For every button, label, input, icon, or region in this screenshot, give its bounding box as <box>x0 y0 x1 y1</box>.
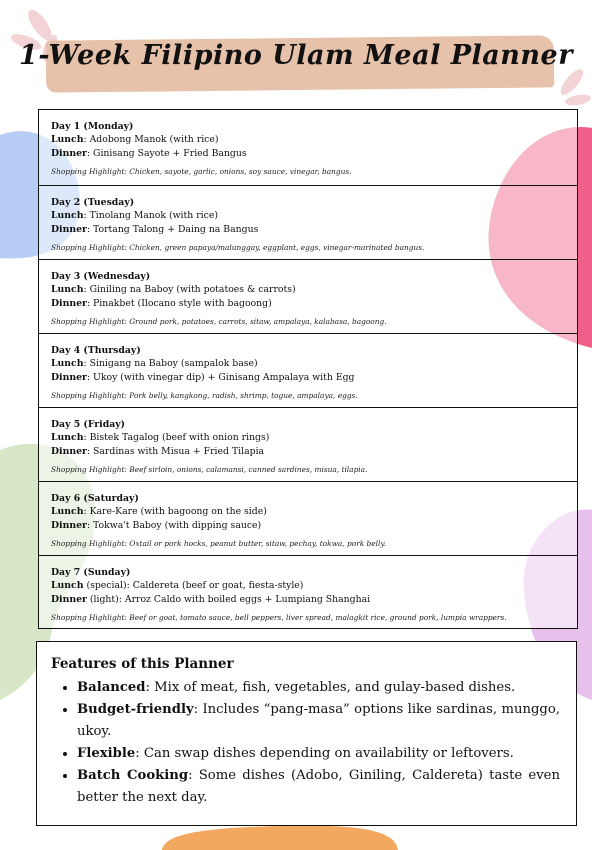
lunch-line <box>51 579 567 593</box>
dinner-line <box>51 223 567 237</box>
feature-item <box>77 765 560 809</box>
day-row <box>39 259 577 333</box>
lunch-label: Lunch <box>51 210 84 221</box>
day-heading: Day 3 (Wednesday) <box>51 271 151 282</box>
dinner-label: Dinner <box>51 372 87 383</box>
features-box <box>36 641 577 826</box>
meal-plan-table <box>38 109 578 629</box>
feature-label: Budget-friendly <box>77 702 194 717</box>
shopping-highlight: Shopping Highlight: Chicken, green papaya/malunggay, eggplant, eggs, vinegar-marinated bangus. <box>51 243 425 252</box>
dinner-label: Dinner <box>51 148 87 159</box>
feature-text: : Can swap dishes depending on availability or leftovers. <box>135 746 514 761</box>
shopping-highlight: Shopping Highlight: Oxtail or pork hocks, peanut butter, sitaw, pechay, tokwa, pork belly. <box>51 539 386 548</box>
dinner-dish: : Pinakbet (Ilocano style with bagoong) <box>86 298 272 309</box>
lunch-dish: : Bistek Tagalog (beef with onion rings) <box>83 432 270 443</box>
dinner-label: Dinner <box>51 298 87 309</box>
flower-top-right-icon <box>557 66 592 107</box>
lunch-label: Lunch <box>51 506 84 517</box>
lunch-label: Lunch <box>51 358 84 369</box>
dinner-label: Dinner <box>51 520 87 531</box>
lunch-dish: : Tinolang Manok (with rice) <box>83 210 218 221</box>
dinner-line <box>51 371 567 385</box>
dinner-label: Dinner <box>51 224 87 235</box>
dinner-line <box>51 147 567 161</box>
day-row <box>39 407 577 481</box>
day-row <box>39 185 577 259</box>
shopping-highlight: Shopping Highlight: Pork belly, kangkong, radish, shrimp, togue, ampalaya, eggs. <box>51 391 358 400</box>
dinner-label: Dinner <box>51 446 87 457</box>
dinner-line <box>51 519 567 533</box>
dinner-dish: : Ginisang Sayote + Fried Bangus <box>86 148 247 159</box>
day-heading: Day 5 (Friday) <box>51 419 126 430</box>
day-heading: Day 1 (Monday) <box>51 121 134 132</box>
lunch-dish: : Kare-Kare (with bagoong on the side) <box>83 506 267 517</box>
dinner-dish: (light): Arroz Caldo with boiled eggs + Lumpiang Shanghai <box>86 594 371 605</box>
shopping-highlight: Shopping Highlight: Beef or goat, tomato sauce, bell peppers, liver spread, malagkit rice, ground pork, lumpia wrappers. <box>51 613 507 622</box>
orange-blob <box>162 826 398 850</box>
lunch-dish: : Giniling na Baboy (with potatoes & carrots) <box>83 284 296 295</box>
lunch-line <box>51 357 567 371</box>
dinner-dish: : Tortang Talong + Daing na Bangus <box>86 224 259 235</box>
lunch-line <box>51 431 567 445</box>
day-heading: Day 6 (Saturday) <box>51 493 139 504</box>
shopping-highlight: Shopping Highlight: Beef sirloin, onions, calamansi, canned sardines, misua, tilapia. <box>51 465 368 474</box>
feature-label: Flexible <box>77 746 136 761</box>
page-title: 1-Week Filipino Ulam Meal Planner <box>19 40 573 71</box>
feature-item <box>77 677 560 699</box>
day-row <box>39 481 577 555</box>
feature-label: Batch Cooking <box>77 768 189 783</box>
lunch-label: Lunch <box>51 284 84 295</box>
dinner-dish: : Sardinas with Misua + Fried Tilapia <box>86 446 265 457</box>
feature-item <box>77 699 560 743</box>
lunch-label: Lunch <box>51 432 84 443</box>
lunch-label: Lunch <box>51 134 84 145</box>
features-list <box>51 677 560 809</box>
lunch-line <box>51 505 567 519</box>
lunch-line <box>51 209 567 223</box>
shopping-highlight: Shopping Highlight: Ground pork, potatoes, carrots, sitaw, ampalaya, kalabasa, bagoong. <box>51 317 387 326</box>
feature-text: : Includes “pang-masa” options like sardinas, munggo, ukoy. <box>77 702 560 739</box>
day-row <box>39 333 577 407</box>
dinner-line <box>51 297 567 311</box>
feature-label: Balanced <box>77 680 146 695</box>
lunch-dish: : Adobong Manok (with rice) <box>83 134 219 145</box>
lunch-dish: : Sinigang na Baboy (sampalok base) <box>83 358 258 369</box>
day-row <box>39 110 577 185</box>
dinner-dish: : Ukoy (with vinegar dip) + Ginisang Ampalaya with Egg <box>86 372 355 383</box>
day-heading: Day 4 (Thursday) <box>51 345 141 356</box>
day-heading: Day 7 (Sunday) <box>51 567 131 578</box>
day-row <box>39 555 577 628</box>
feature-text: : Some dishes (Adobo, Giniling, Caldereta) taste even better the next day. <box>77 768 560 805</box>
dinner-line <box>51 593 567 607</box>
lunch-label: Lunch <box>51 580 84 591</box>
lunch-dish: (special): Caldereta (beef or goat, fiesta-style) <box>83 580 304 591</box>
features-title: Features of this Planner <box>51 656 234 672</box>
shopping-highlight: Shopping Highlight: Chicken, sayote, garlic, onions, soy sauce, vinegar, bangus. <box>51 167 352 176</box>
feature-item <box>77 743 560 765</box>
feature-text: : Mix of meat, fish, vegetables, and gulay-based dishes. <box>145 680 516 695</box>
day-heading: Day 2 (Tuesday) <box>51 197 135 208</box>
dinner-label: Dinner <box>51 594 87 605</box>
lunch-line <box>51 283 567 297</box>
lunch-line <box>51 133 567 147</box>
dinner-dish: : Tokwa't Baboy (with dipping sauce) <box>86 520 262 531</box>
dinner-line <box>51 445 567 459</box>
